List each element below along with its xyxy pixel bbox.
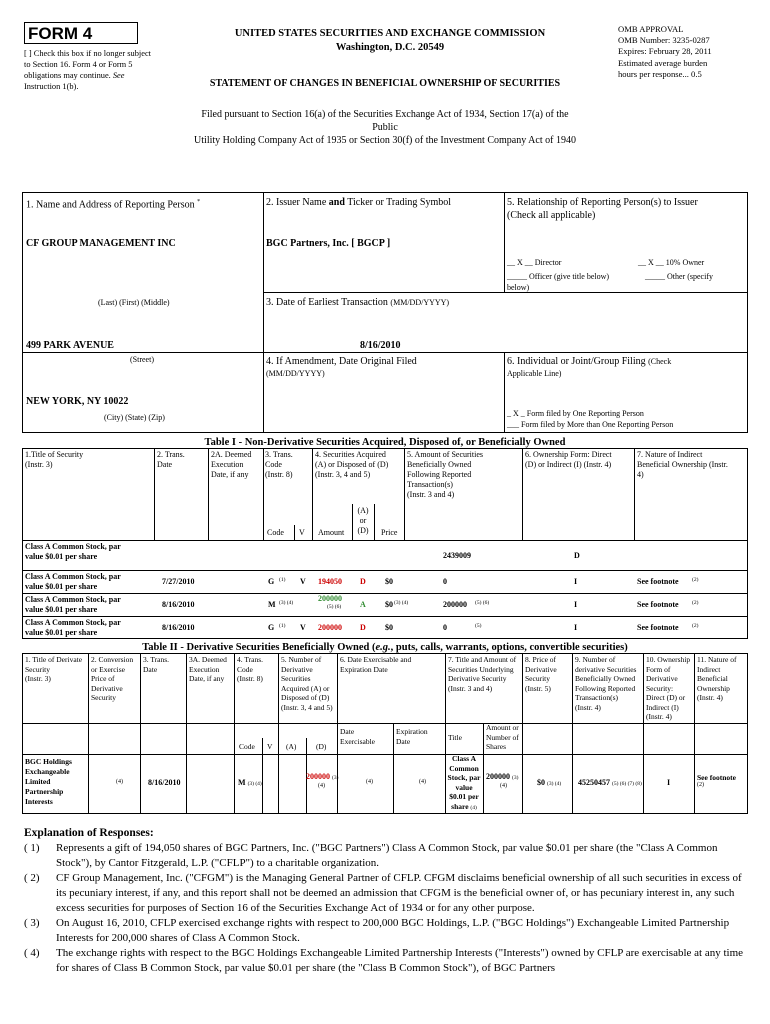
grid-line — [634, 448, 635, 540]
t2-header-underlying: 7. Title and Amount of Securities Underlying Derivative Security (Instr. 3 and 4) — [448, 655, 517, 693]
table2-title: Table II - Derivative Securities Beneficially Owned (e.g., puts, calls, warrants, options, convertible securities) — [142, 642, 628, 653]
t2-sub-exercisable: Date Exercisable — [340, 727, 375, 746]
table-row-ad: D — [360, 623, 366, 632]
table-row-owned: 2439009 — [443, 551, 471, 560]
grid-line — [140, 653, 141, 723]
form-title: FORM 4 — [28, 24, 93, 43]
note-number: ( 3) — [24, 917, 40, 929]
t2-sub-d: (D) — [316, 742, 327, 751]
one-person-option: _ X _ Form filed by One Reporting Person — [507, 409, 644, 418]
row-title-line: Class A Common Stock, par — [25, 618, 121, 627]
t2-row-code: M (3) (4) — [238, 778, 262, 787]
grid-line — [22, 616, 748, 617]
grid-line — [262, 738, 263, 813]
grid-line — [504, 192, 505, 292]
table-row-v: V — [300, 577, 306, 586]
director-check: __ X __ Director — [507, 258, 562, 267]
explanation-heading: Explanation of Responses: — [24, 827, 154, 839]
grid-line — [694, 723, 695, 813]
table-row-code: G — [268, 623, 275, 632]
officer-check: _____ Officer (give title below) — [507, 272, 610, 281]
grid-line — [22, 192, 748, 193]
row-title-line: Class A Common Stock, par — [25, 572, 121, 581]
grid-line — [22, 653, 748, 654]
t1-header-title: 1.Title of Security (Instr. 3) — [25, 450, 84, 469]
table-row-code-footnote: (3) (4) — [279, 600, 294, 606]
t2-row-form: I — [667, 778, 671, 787]
table-row-price: $0 — [385, 623, 393, 632]
issuer-name: BGC Partners, Inc. [ BGCP ] — [266, 238, 391, 249]
t2-header-owned: 9. Number of derivative Securities Beneficially Owned Following Reported Transaction(s) (Instr. 4) — [575, 655, 637, 712]
grid-line — [154, 448, 155, 540]
t2-row-title: BGC Holdings Exchangeable Limited Partnership Interests — [25, 757, 72, 806]
grid-line — [22, 813, 748, 814]
grid-line — [404, 448, 405, 540]
grid-line — [88, 653, 89, 723]
t2-row-owned: 45250457 (5) (6) (7) (8) — [578, 778, 642, 787]
note-number: ( 2) — [24, 872, 40, 884]
row-title-line: value $0.01 per share — [25, 582, 98, 591]
box6-label: 6. Individual or Joint/Group Filing (Check — [507, 356, 672, 367]
grid-line — [747, 448, 748, 638]
grid-line — [337, 653, 338, 723]
t2-sub-v: V — [267, 742, 273, 751]
box5-label-2: (Check all applicable) — [507, 210, 596, 221]
table-row-date: 8/16/2010 — [162, 623, 195, 632]
table-row-code-footnote: (1) — [279, 623, 286, 629]
t2-header-price: 8. Price of Derivative Security (Instr. 5) — [525, 655, 557, 693]
checkbox-note: [ ] Check this box if no longer subject to Section 16. Form 4 or Form 5 obligations may continue. See Instruction 1(b). — [24, 49, 151, 91]
table-row-amount: 200000 — [318, 623, 342, 632]
box4-format: (MM/DD/YYYY) — [266, 369, 325, 378]
grid-line — [140, 723, 141, 813]
table-row-ad: A — [360, 600, 366, 609]
grid-line — [572, 653, 573, 723]
box3-label: 3. Date of Earliest Transaction (MM/DD/YYYY) — [266, 297, 450, 308]
t1-sub-price: Price — [381, 528, 398, 537]
row-title-line: value $0.01 per share — [25, 628, 98, 637]
grid-line — [263, 448, 264, 540]
note-number: ( 1) — [24, 842, 40, 854]
table-row-amount: 200000 — [318, 594, 342, 603]
table-row-form: I — [574, 623, 578, 632]
grid-line — [294, 525, 295, 540]
t2-header-code: 4. Trans. Code (Instr. 8) — [237, 655, 264, 683]
table-row-title — [25, 595, 121, 615]
t1-header-owned: 5. Amount of Securities Beneficially Owned Following Reported Transaction(s) (Instr. 3 and 4) — [407, 450, 483, 499]
explanation-notes — [24, 841, 754, 976]
explanation-note — [24, 841, 754, 871]
omb-approval: OMB APPROVAL OMB Number: 3235-0287 Expires: February 28, 2011 Estimated average burden hours per response... 0.5 — [618, 24, 712, 79]
table-row-date: 8/16/2010 — [162, 600, 195, 609]
statement-title: STATEMENT OF CHANGES IN BENEFICIAL OWNERSHIP OF SECURITIES — [209, 78, 561, 89]
table-row-nature: See footnote — [637, 600, 679, 609]
t2-row-date: 8/16/2010 — [148, 778, 181, 787]
t2-row-underlying-footnote: (4) — [500, 783, 507, 789]
t2-row-price: $0 (3) (4) — [537, 778, 562, 787]
ten-percent-owner-check: __ X __ 10% Owner — [638, 258, 705, 267]
grid-line — [22, 570, 748, 571]
table-row-v: V — [300, 623, 306, 632]
grid-line — [263, 192, 264, 432]
reporting-person-street: 499 PARK AVENUE — [26, 340, 114, 351]
filed-pursuant: Filed pursuant to Section 16(a) of the Securities Exchange Act of 1934, Section 17(a) of the Public Utility Holding Company Act of 1935 or Section 30(f) of the Investment Company Act of 1940 — [194, 109, 576, 146]
grid-line — [522, 723, 523, 813]
table-row-title — [25, 572, 121, 592]
other-check: _____ Other (specify — [645, 272, 713, 281]
grid-line — [374, 504, 375, 540]
grid-line — [22, 638, 748, 639]
t2-row-expiration: (4) — [419, 779, 426, 785]
note-text: CF Group Management, Inc. ("CFGM") is the Managing General Partner of CFLP. CFGM disclaims beneficial ownership of all such securities in excess of its pecuniary interest, if any, and this report shall not be deemed an admission that CFGM is the beneficial owner of, or has pecuniary interest in, any such excess securities for purposes of Section 16 of the Securities Exchange Act of 1934 or for any other purpose. — [56, 872, 742, 914]
grid-line — [22, 448, 748, 449]
grid-line — [22, 593, 748, 594]
table-row-title — [25, 618, 121, 638]
grid-line — [643, 723, 644, 813]
table-row-price: $0 — [385, 577, 393, 586]
note-text: Represents a gift of 194,050 shares of BGC Partners, Inc. ("BGC Partners") Class A Common Stock, par value $0.01 per share (the "Class A Common Stock"), by Cantor Fitzgerald, L.P. ("CFLP") to a charitable organization. — [56, 842, 718, 869]
t2-row-nature: See footnote — [697, 773, 736, 782]
t2-header-ownership-form: 10. Ownership Form of Derivative Security: Direct (D) or Indirect (I) (Instr. 4) — [646, 655, 691, 721]
t2-header-number: 5. Number of Derivative Securities Acquired (A) or Disposed of (D) (Instr. 3, 4 and 5) — [281, 655, 333, 712]
grid-line — [278, 653, 279, 723]
reporting-person-name: CF GROUP MANAGEMENT INC — [26, 238, 176, 249]
grid-line — [22, 540, 748, 541]
grid-line — [234, 653, 235, 723]
grid-line — [747, 192, 748, 432]
t2-row-underlying-amount: 200000 (3) — [486, 772, 519, 781]
table-row-nature-footnote: (2) — [692, 600, 699, 606]
explanation-section — [24, 826, 754, 976]
grid-line — [337, 723, 338, 813]
t2-sub-code: Code — [239, 742, 255, 751]
table-row-title — [25, 542, 121, 562]
box4-label: 4. If Amendment, Date Original Filed — [266, 356, 417, 367]
table-row-price: $0 — [385, 600, 393, 609]
t2-row-disposed: 200000 (3) — [306, 772, 339, 781]
table-row-date: 7/27/2010 — [162, 577, 195, 586]
grid-line — [22, 754, 748, 755]
explanation-note — [24, 871, 754, 916]
name-caption: (Last) (First) (Middle) — [98, 298, 170, 307]
t2-row-exercisable: (4) — [366, 779, 373, 785]
grid-line — [22, 432, 748, 433]
table-row-nature: See footnote — [637, 577, 679, 586]
box5-label: 5. Relationship of Reporting Person(s) to Issuer — [507, 197, 698, 208]
table-row-form: D — [574, 551, 580, 560]
t2-row-underlying-title: Class A Common Stock, par value $0.01 per share (4) — [447, 754, 481, 811]
box1-label: 1. Name and Address of Reporting Person * — [26, 199, 201, 211]
t1-header-date: 2. Trans. Date — [157, 450, 185, 469]
grid-line — [88, 723, 89, 813]
table-row-owned-footnote: (5) (6) — [475, 600, 490, 606]
table-row-owned-footnote: (5) — [475, 623, 482, 629]
grid-line — [234, 723, 235, 813]
grid-line — [572, 723, 573, 813]
grid-line — [504, 352, 505, 432]
grid-line — [208, 448, 209, 540]
table-row-code: G — [268, 577, 275, 586]
grid-line — [694, 653, 695, 723]
row-title-line: value $0.01 per share — [25, 552, 98, 561]
t2-header-date: 3. Trans. Date — [143, 655, 170, 674]
table-row-form: I — [574, 577, 578, 586]
t1-header-acquired: 4. Securities Acquired (A) or Disposed of (D) (Instr. 3, 4 and 5) — [315, 450, 389, 479]
grid-line — [522, 653, 523, 723]
table-row-nature: See footnote — [637, 623, 679, 632]
grid-line — [522, 448, 523, 540]
t2-header-exercisable: 6. Date Exercisable and Expiration Date — [340, 655, 412, 674]
t2-sub-amount: Amount or Number of Shares — [486, 723, 519, 751]
grid-line — [643, 653, 644, 723]
reporting-person-city: NEW YORK, NY 10022 — [26, 396, 129, 407]
grid-line — [278, 723, 279, 813]
table-row-amount-footnote: (5) (6) — [327, 604, 342, 610]
box6-label-2: Applicable Line) — [507, 369, 562, 378]
t1-sub-v: V — [299, 528, 305, 537]
grid-line — [483, 723, 484, 813]
grid-line — [186, 653, 187, 723]
table-row-code-footnote: (1) — [279, 577, 286, 583]
t1-header-ownership-form: 6. Ownership Form: Direct (D) or Indirect (I) (Instr. 4) — [525, 450, 612, 469]
t1-sub-code: Code — [267, 528, 284, 537]
table1-title: Table I - Non-Derivative Securities Acquired, Disposed of, or Beneficially Owned — [204, 437, 566, 448]
table-row-owned: 200000 — [443, 600, 467, 609]
grid-line — [22, 723, 748, 724]
t2-sub-title: Title — [448, 733, 462, 742]
table-row-code: M — [268, 600, 276, 609]
table-row-price-footnote: (3) (4) — [394, 600, 409, 606]
t2-sub-a: (A) — [286, 742, 297, 751]
table-row-amount: 194050 — [318, 577, 342, 586]
t1-header-nature: 7. Nature of Indirect Beneficial Ownership (Instr. 4) — [637, 450, 728, 479]
table-row-nature-footnote: (2) — [692, 623, 699, 629]
t2-row-nature-footnote: (2) — [697, 782, 704, 788]
grid-line — [22, 653, 23, 813]
t2-sub-expiration: Expiration Date — [396, 727, 428, 746]
commission-heading: UNITED STATES SECURITIES AND EXCHANGE COMMISSION Washington, D.C. 20549 — [234, 28, 546, 53]
note-text: On August 16, 2010, CFLP exercised exchange rights with respect to 200,000 BGC Holdings, L.P. ("BGC Holdings") Exchangeable Limited Partnership Interests for 200,000 shares of Class A Common Stock. — [56, 917, 730, 944]
row-title-line: value $0.01 per share — [25, 605, 98, 614]
box2-label: 2. Issuer Name and Ticker or Trading Symbol — [266, 197, 452, 208]
table-row-ad: D — [360, 577, 366, 586]
street-caption: (Street) — [130, 355, 154, 364]
grid-line — [747, 653, 748, 813]
t2-row-conversion-footnote: (4) — [116, 779, 123, 785]
t2-row-disposed-footnote: (4) — [318, 783, 325, 789]
table-row-form: I — [574, 600, 578, 609]
t1-sub-amount: Amount — [318, 528, 345, 537]
explanation-note — [24, 946, 754, 976]
explanation-note — [24, 916, 754, 946]
earliest-transaction-date: 8/16/2010 — [360, 340, 401, 351]
t1-header-deemed: 2A. Deemed Execution Date, if any — [211, 450, 252, 479]
note-number: ( 4) — [24, 947, 40, 959]
multi-person-option: ___ Form filed by More than One Reporting Person — [507, 420, 674, 429]
t1-sub-ad: (A) or (D) — [357, 506, 369, 535]
table-row-owned: 0 — [443, 623, 447, 632]
table-row-nature-footnote: (2) — [692, 577, 699, 583]
grid-line — [263, 292, 747, 293]
grid-line — [186, 723, 187, 813]
note-text: The exchange rights with respect to the BGC Holdings Exchangeable Limited Partnership Interests ("Interests") owned by CFLP are exercisable at any time for shares of Class B Common Stock, par value $0.01 per share (the "Class B Common Stock"), of BGC Partners — [56, 947, 744, 974]
grid-line — [312, 448, 313, 540]
grid-line — [22, 352, 748, 353]
other-check-cont: below) — [507, 283, 530, 292]
t2-header-nature: 11. Nature of Indirect Beneficial Ownership (Instr. 4) — [697, 655, 737, 702]
row-title-line: Class A Common Stock, par — [25, 542, 121, 551]
city-caption: (City) (State) (Zip) — [104, 413, 165, 422]
t2-header-deemed: 3A. Deemed Execution Date, if any — [189, 655, 227, 683]
grid-line — [445, 653, 446, 723]
grid-line — [393, 723, 394, 813]
grid-line — [22, 192, 23, 432]
table-row-owned: 0 — [443, 577, 447, 586]
row-title-line: Class A Common Stock, par — [25, 595, 121, 604]
grid-line — [22, 448, 23, 638]
t2-header-conversion: 2. Conversion or Exercise Price of Derivative Security — [91, 655, 134, 702]
t1-header-code: 3. Trans. Code (Instr. 8) — [265, 450, 293, 479]
t2-header-title: 1. Title of Derivate Security (Instr. 3) — [25, 655, 83, 683]
